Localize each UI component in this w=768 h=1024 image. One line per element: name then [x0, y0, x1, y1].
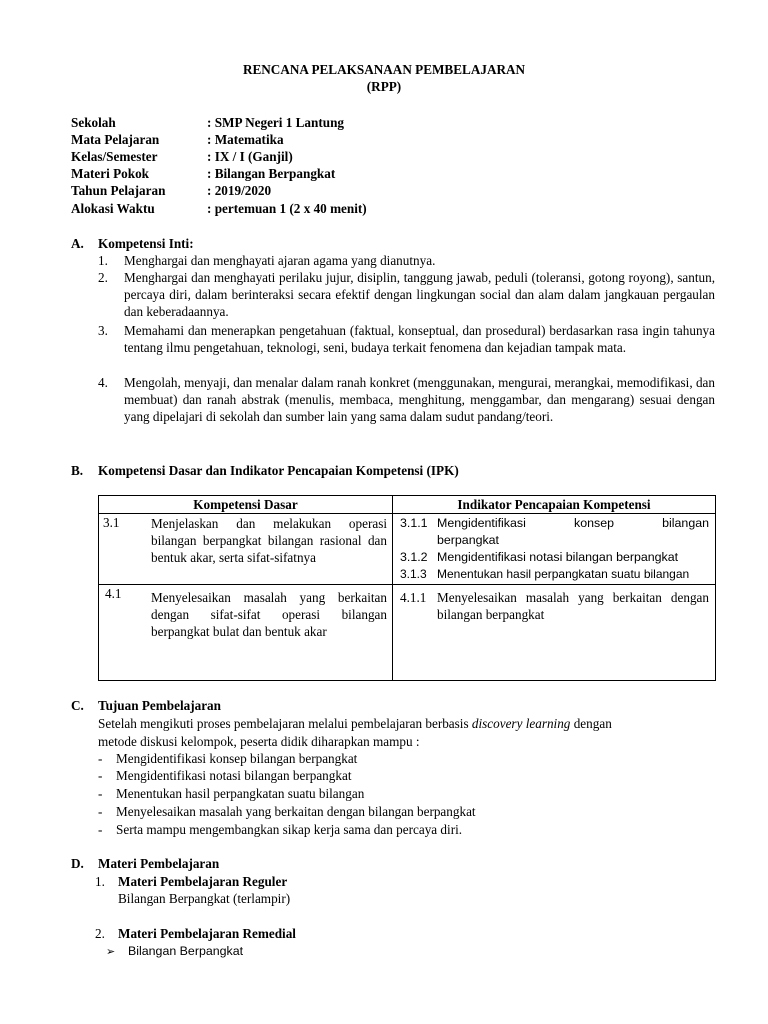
identity-value: : 2019/2020 — [207, 183, 272, 198]
kd-code: 4.1 — [105, 586, 122, 601]
ipk-column-header: Indikator Pencapaian Kompetensi — [393, 496, 716, 514]
list-text: Memahami dan menerapkan pengetahuan (faktual, konseptual, dan prosedural) berdasarkan rasa ingin tahunya tentang ilmu pengetahuan, teknologi, seni, budaya terkait fenomena dan kejadian tampak mata. — [124, 323, 715, 355]
table-row — [99, 514, 716, 585]
materi-reguler-text: Bilangan Berpangkat (terlampir) — [118, 891, 291, 906]
table-header-row — [99, 496, 716, 514]
indicator-code: 3.1.2 — [400, 550, 428, 564]
indicator-text-cont: berpangkat — [437, 533, 500, 547]
identity-value: : pertemuan 1 (2 x 40 menit) — [207, 201, 367, 216]
indicator-item — [393, 549, 715, 566]
table-row — [99, 585, 716, 681]
kd-code: 3.1 — [103, 515, 120, 530]
dash-bullet: - — [98, 751, 103, 766]
intro-emphasis: discovery learning — [471, 716, 571, 731]
kd-text: Menjelaskan dan melakukan operasi bilangan berpangkat bilangan rasional dan bentuk akar, serta sifat-sifatnya — [151, 516, 387, 565]
identity-value: : IX / I (Ganjil) — [207, 149, 293, 164]
indicator-text: Mengidentifikasi notasi bilangan berpangkat — [437, 550, 679, 564]
arrow-bullet-icon: ➢ — [106, 945, 116, 958]
indicator-text: Menentukan hasil perpangkatan suatu bilangan — [437, 567, 690, 581]
identity-label: Tahun Pelajaran — [71, 183, 166, 198]
list-number: 4. — [98, 375, 108, 390]
ipk-cell — [393, 514, 716, 585]
sub-title: Materi Pembelajaran Reguler — [118, 874, 288, 889]
kd-ipk-table — [98, 495, 716, 681]
kd-cell — [99, 585, 393, 681]
ki-item-3 — [98, 322, 715, 356]
ki-item-1 — [98, 252, 715, 269]
indicator-text: Mengidentifikasi konsep bilangan — [437, 516, 709, 530]
indicator-item — [393, 515, 715, 549]
identity-label: Alokasi Waktu — [71, 201, 155, 216]
list-number: 3. — [98, 323, 108, 338]
identity-value: : Matematika — [207, 132, 284, 147]
dash-bullet: - — [98, 804, 103, 819]
ipk-cell — [393, 585, 716, 681]
tujuan-text: Menyelesaikan masalah yang berkaitan dengan bilangan berpangkat — [116, 804, 476, 819]
tujuan-intro — [98, 715, 612, 732]
list-text: Menghargai dan menghayati perilaku jujur, disiplin, tanggung jawab, peduli (toleransi, gotong royong), santun, percaya diri, dalam berinteraksi secara efektif dengan lingkungan social dan alam dalam jangkauan pergaulan dan keberadaannya. — [124, 270, 715, 319]
list-number: 1. — [98, 253, 108, 268]
sub-number: 1. — [95, 874, 105, 889]
sub-number: 2. — [95, 926, 105, 941]
section-letter: C. — [71, 698, 84, 713]
section-letter: A. — [71, 236, 84, 251]
section-title: Tujuan Pembelajaran — [98, 698, 221, 713]
identity-value: : SMP Negeri 1 Lantung — [207, 115, 344, 130]
indicator-code: 3.1.1 — [400, 516, 428, 530]
document-subtitle: (RPP) — [366, 79, 402, 94]
tujuan-text: Menentukan hasil perpangkatan suatu bilangan — [116, 786, 365, 801]
section-letter: B. — [71, 463, 84, 478]
indicator-text: Menyelesaikan masalah yang berkaitan dengan bilangan berpangkat — [437, 590, 709, 622]
identity-label: Sekolah — [71, 115, 116, 130]
dash-bullet: - — [98, 768, 103, 783]
identity-label: Kelas/Semester — [71, 149, 158, 164]
dash-bullet: - — [98, 822, 103, 837]
ki-item-4 — [98, 374, 715, 425]
section-title: Kompetensi Dasar dan Indikator Pencapaian Kompetensi (IPK) — [98, 463, 459, 478]
kd-cell — [99, 514, 393, 585]
dash-bullet: - — [98, 786, 103, 801]
indicator-item — [393, 589, 715, 623]
section-letter: D. — [71, 856, 84, 871]
ki-item-2 — [98, 269, 715, 320]
document-title: RENCANA PELAKSANAAN PEMBELAJARAN — [242, 62, 526, 77]
list-number: 2. — [98, 270, 108, 285]
kd-text: Menyelesaikan masalah yang berkaitan dengan sifat-sifat operasi bilangan berpangkat bulat dan bentuk akar — [151, 590, 387, 639]
section-title: Kompetensi Inti: — [98, 236, 194, 251]
identity-label: Materi Pokok — [71, 166, 150, 181]
intro-text-end: dengan — [570, 716, 612, 731]
kd-column-header: Kompetensi Dasar — [99, 496, 393, 514]
tujuan-text: Mengidentifikasi konsep bilangan berpangkat — [116, 751, 358, 766]
remedial-text: Bilangan Berpangkat — [128, 944, 244, 958]
intro-text: Setelah mengikuti proses pembelajaran melalui pembelajaran berbasis — [98, 716, 472, 731]
tujuan-text: Mengidentifikasi notasi bilangan berpangkat — [116, 768, 352, 783]
indicator-code: 4.1.1 — [400, 590, 427, 605]
indicator-code: 3.1.3 — [400, 567, 427, 581]
tujuan-intro-cont: metode diskusi kelompok, peserta didik diharapkan mampu : — [98, 734, 420, 749]
indicator-item — [393, 566, 715, 583]
tujuan-text: Serta mampu mengembangkan sikap kerja sama dan percaya diri. — [116, 822, 463, 837]
sub-title: Materi Pembelajaran Remedial — [118, 926, 296, 941]
list-text: Menghargai dan menghayati ajaran agama yang dianutnya. — [124, 253, 436, 268]
identity-value: : Bilangan Berpangkat — [207, 166, 336, 181]
list-text: Mengolah, menyaji, dan menalar dalam ranah konkret (menggunakan, mengurai, merangkai, memodifikasi, dan membuat) dan ranah abstrak (menulis, membaca, menghitung, menggambar, dan mengarang) sesuai dengan yang dipelajari di sekolah dan sumber lain yang sama dalam sudut pandang/teori. — [124, 375, 715, 424]
section-title: Materi Pembelajaran — [98, 856, 220, 871]
identity-label: Mata Pelajaran — [71, 132, 160, 147]
